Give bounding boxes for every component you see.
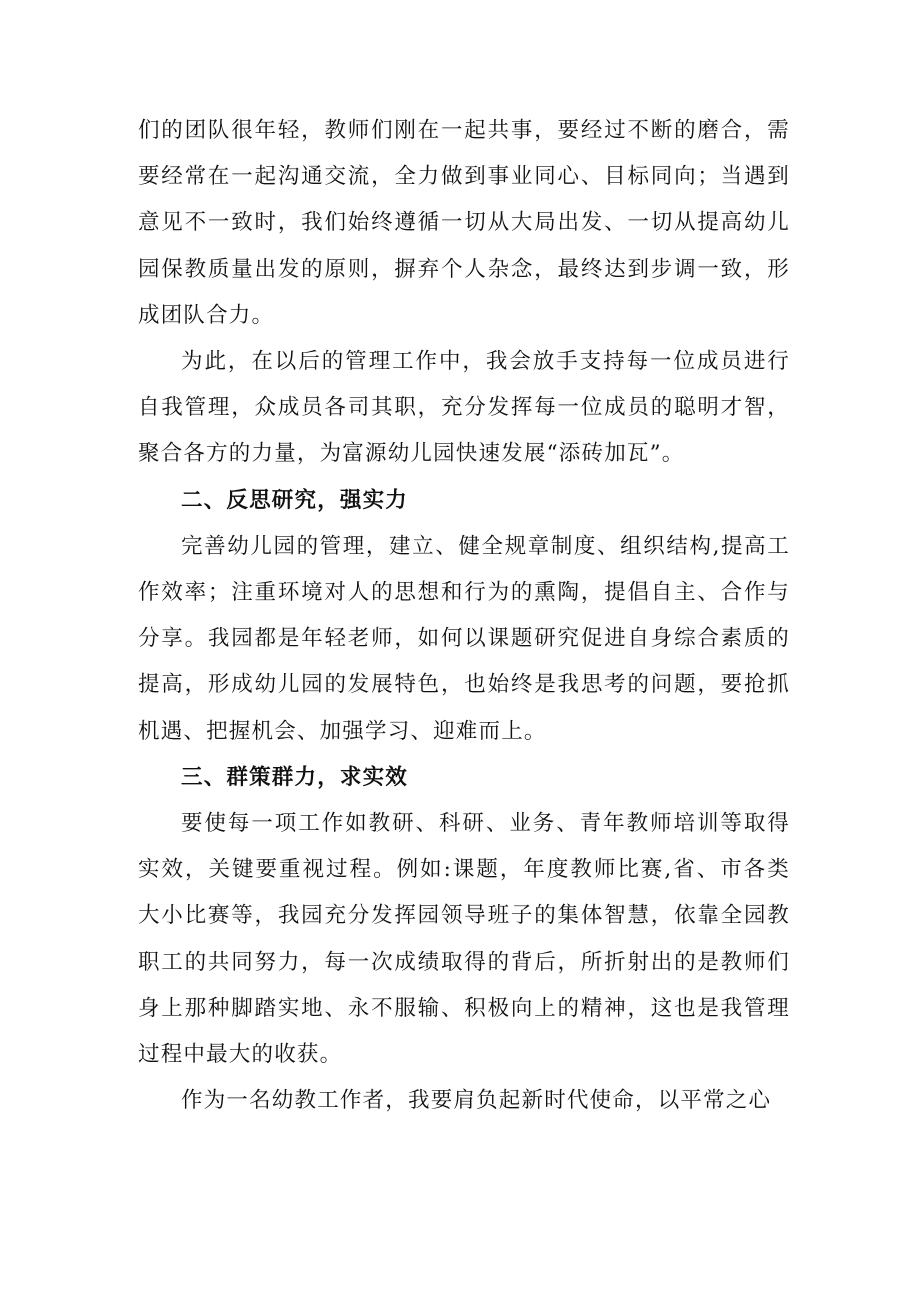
paragraph-closing: 作为一名幼教工作者，我要肩负起新时代使命，以平常之心 xyxy=(181,1088,772,1114)
paragraph-reflection-research: 完善幼儿园的管理，建立、健全规章制度、组织结构,提高工作效率；注重环境对人的思想和行为的熏陶，提倡自主、合作与分享。我园都是年轻老师，如何以课题研究促进自身综合素质的提高，形成幼儿园的发展特色，也始终是我思考的问题，要抢抓机遇、把握机会、加强学习、迎难而上。 xyxy=(138,533,790,744)
paragraph-collective-effort: 要使每一项工作如教研、科研、业务、青年教师培训等取得实效，关键要重视过程。例如:课题，年度教师比赛,省、市各类大小比赛等，我园充分发挥园领导班子的集体智慧，依靠全园教职工的共同努力，每一次成绩取得的背后，所折射出的是教师们身上那种脚踏实地、永不服输、积极向上的精神，这也是我管理过程中最大的收获。 xyxy=(138,811,790,1068)
document-body xyxy=(138,108,790,1124)
section-heading-reflection: 二、反思研究，强实力 xyxy=(181,487,409,513)
section-heading-collective-effort: 三、群策群力，求实效 xyxy=(181,764,409,790)
paragraph-team-cohesion: 们的团队很年轻，教师们刚在一起共事，要经过不断的磨合，需要经常在一起沟通交流，全力做到事业同心、目标同向；当遇到意见不一致时，我们始终遵循一切从大局出发、一切从提高幼儿园保教质量出发的原则，摒弃个人杂念，最终达到步调一致，形成团队合力。 xyxy=(138,118,790,328)
paragraph-management-support: 为此，在以后的管理工作中，我会放手支持每一位成员进行自我管理，众成员各司其职，充分发挥每一位成员的聪明才智，聚合各方的力量，为富源幼儿园快速发展“添砖加瓦”。 xyxy=(138,349,790,467)
